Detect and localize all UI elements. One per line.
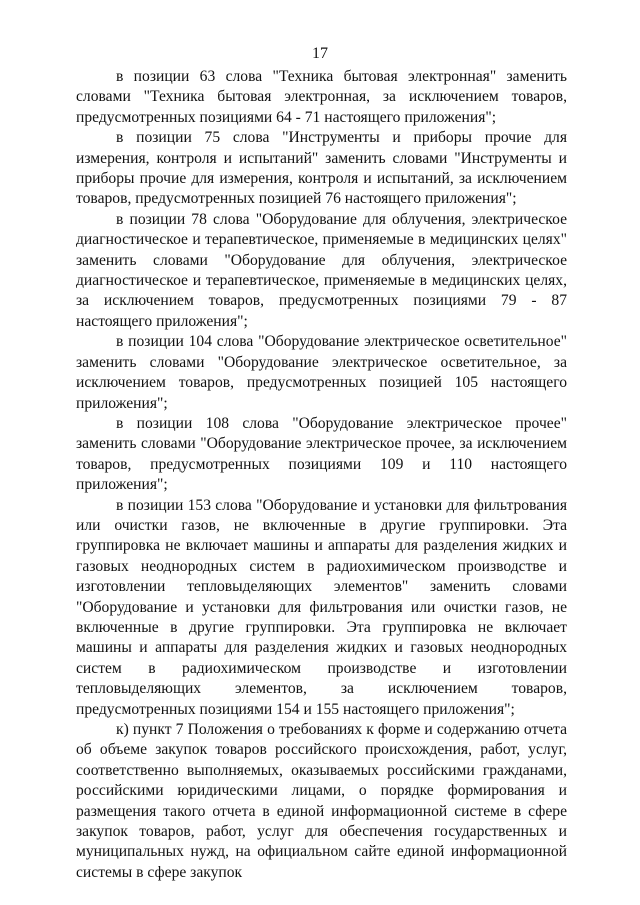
paragraph-position-153: в позиции 153 слова "Оборудование и установки для фильтрования или очистки газов, не включенные в другие группировки. Эта группировка не включает машины и аппараты для разделения жидких и газовых неоднородных систем в радиохимическом производстве и изготовлении тепловыделяющих элементов" заменить словами "Оборудование и установки для фильтрования или очистки газов, не включенные в другие группировки. Эта группировка не включает машины и аппараты для разделения жидких и газовых неоднородных систем в радиохимическом производстве и изготовлении тепловыделяющих элементов, за исключением товаров, предусмотренных позициями 154 и 155 настоящего приложения"; [76, 496, 567, 718]
paragraph-position-63: в позиции 63 слова "Техника бытовая электронная" заменить словами "Техника бытовая электронная, за исключением товаров, предусмотренных позициями 64 - 71 настоящего приложения"; [76, 68, 567, 126]
paragraph-item-k: к) пункт 7 Положения о требованиях к форме и содержанию отчета об объеме закупок товаров российского происхождения, работ, услуг, соответственно выполняемых, оказываемых российскими гражданами, российскими юридическими лицами, о порядке формирования и размещения такого отчета в единой информационной системе в сфере закупок товаров, работ, услуг для обеспечения государственных и муниципальных нужд, на официальном сайте единой информационной системы в сфере закупок [76, 721, 567, 881]
page-number: 17 [312, 45, 328, 62]
paragraph-position-78: в позиции 78 слова "Оборудование для облучения, электрическое диагностическое и терапевтическое, применяемые в медицинских целях" заменить словами "Оборудование для облучения, электрическое диагностическое и терапевтическое, применяемые в медицинских целях, за исключением товаров, предусмотренных позициями 79 - 87 настоящего приложения"; [76, 210, 567, 330]
paragraph-position-108: в позиции 108 слова "Оборудование электрическое прочее" заменить словами "Оборудование электрическое прочее, за исключением товаров, предусмотренных позициями 109 и 110 настоящего приложения"; [76, 414, 567, 494]
document-body [76, 67, 567, 883]
paragraph-position-75: в позиции 75 слова "Инструменты и приборы прочие для измерения, контроля и испытаний" заменить словами "Инструменты и приборы прочие для измерения, контроля и испытаний, за исключением товаров, предусмотренных позицией 76 настоящего приложения"; [76, 129, 567, 208]
paragraph-position-104: в позиции 104 слова "Оборудование электрическое осветительное" заменить словами "Оборудование электрическое осветительное, за исключением товаров, предусмотренных позицией 105 настоящего приложения"; [76, 333, 567, 412]
